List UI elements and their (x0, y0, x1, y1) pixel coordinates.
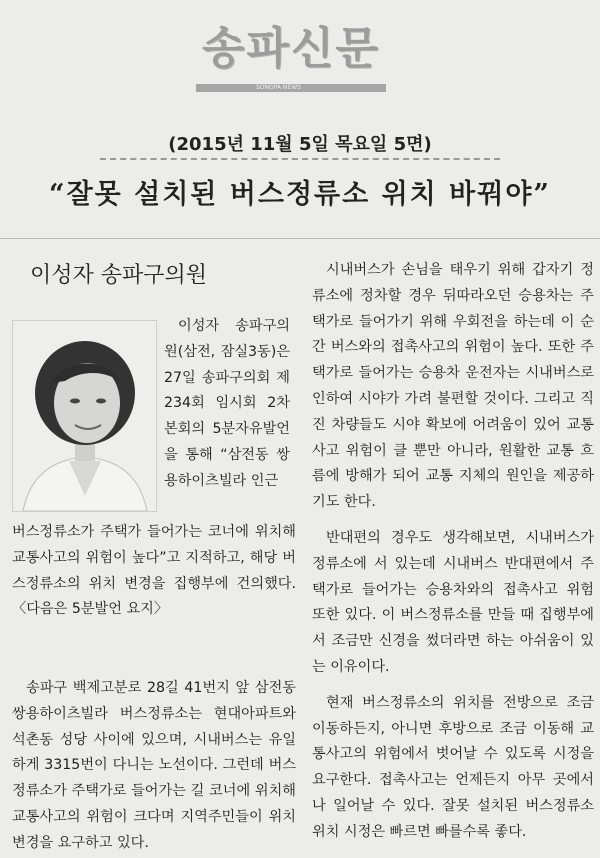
right-body-column (312, 258, 594, 846)
body-paragraph-right-3: 현재 버스정류소의 위치를 전방으로 조금 이동하든지, 아니면 후방으로 조금 이동해 교통사고의 위험에서 벗어날 수 있도록 시정을 요구한다. 접촉사고는 언제든지 아무 곳에서나 일어날 수 있다. 잘못 설치된 버스정류소 위치 시정은 빠르면 빠를수록 좋다. (312, 694, 594, 840)
body-paragraph-left: 송파구 백제고분로 28길 41번지 앞 삼전동 쌍용하이츠빌라 버스정류소는 현대아파트와 석촌동 성당 사이에 있으며, 시내버스는 유일하게 3315번이 다니는 노선이다. 그런데 버스정류소가 주택가로 들어가는 길 코너에 위치해 교통사고의 위험이 크다며 지역주민들이 위치 변경을 요구하고 있다. (12, 680, 296, 851)
intro-paragraph-full: 버스정류소가 주택가 들어가는 코너에 위치해 교통사고의 위험이 높다”고 지적하고, 해당 버스정류소의 위치 변경을 집행부에 건의했다. 〈다음은 5분발언 요지〉 (12, 524, 296, 618)
portrait-photo (12, 320, 157, 512)
masthead-subtitle: SONGPA NEWS (256, 84, 301, 91)
intro-continuation (12, 520, 296, 623)
intro-paragraph-side: 이성자 송파구의원(삼전, 잠실3동)은 27일 송파구의회 제234회 임시회 2차 본회의 5분자유발언을 통해 “삼전동 쌍용하이츠빌라 인근 (164, 318, 290, 489)
body-paragraph-right-1: 시내버스가 손님을 태우기 위해 갑자기 정류소에 정차할 경우 뒤따라오던 승용차는 주택가로 들어가기 위해 우회전을 하는데 이 순간 버스와의 접촉사고의 위험이 높다. 또한 주택가로 들어가는 승용차 운전자는 시내버스로 인하여 시야가 가려 불편할 것이다. 그리고 직진 차량들도 시야 확보에 어려움이 있어 교통사고 위험이 클 뿐만 아니라, 원활한 교통 흐름에 방해가 되어 교통 지체의 원인을 제공하기도 한다. (312, 262, 594, 511)
divider (100, 158, 500, 160)
masthead-title: 송파신문 (201, 23, 380, 74)
edition-date: (2015년 11월 5일 목요일 5면) (168, 134, 432, 155)
intro-side-column (164, 314, 290, 495)
masthead-bar (196, 84, 386, 92)
masthead (196, 6, 386, 98)
headline: “잘못 설치된 버스정류소 위치 바꿔야” (49, 179, 551, 210)
byline: 이성자 송파구의원 (30, 263, 208, 288)
left-body-column (12, 676, 296, 857)
body-paragraph-right-2: 반대편의 경우도 생각해보면, 시내버스가 정류소에 서 있는데 시내버스 반대편에서 주택가로 들어가는 승용차와의 접촉사고 위험 또한 있다. 이 버스정류소를 만들 때 집행부에서 조금만 신경을 썼더라면 하는 아쉬움이 있는 이유이다. (312, 529, 594, 675)
divider (0, 238, 600, 239)
